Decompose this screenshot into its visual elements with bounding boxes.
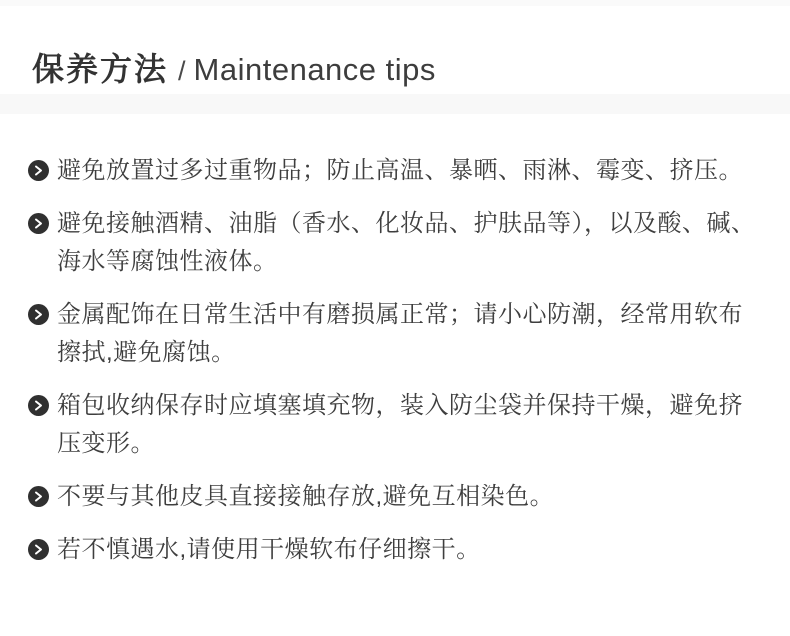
top-divider-strip bbox=[0, 0, 790, 6]
list-item bbox=[28, 296, 764, 372]
title-separator: / bbox=[178, 56, 186, 86]
chevron-right-icon bbox=[28, 160, 49, 181]
list-item bbox=[28, 531, 764, 569]
tip-text: 避免接触酒精、油脂（香水、化妆品、护肤品等），以及酸、碱、海水等腐蚀性液体。 bbox=[57, 210, 756, 275]
chevron-right-icon bbox=[28, 486, 49, 507]
chevron-right-icon bbox=[28, 304, 49, 325]
maintenance-tips-list bbox=[28, 152, 764, 584]
tip-text: 箱包收纳保存时应填塞填充物，装入防尘袋并保持干燥，避免挤压变形。 bbox=[57, 392, 743, 457]
tip-text: 金属配饰在日常生活中有磨损属正常；请小心防潮，经常用软布擦拭,避免腐蚀。 bbox=[57, 301, 743, 366]
header-divider-band bbox=[0, 94, 790, 114]
list-item bbox=[28, 478, 764, 516]
chevron-right-icon bbox=[28, 539, 49, 560]
section-title-en: Maintenance tips bbox=[193, 52, 436, 87]
tip-text: 若不慎遇水,请使用干燥软布仔细擦干。 bbox=[57, 536, 481, 563]
chevron-right-icon bbox=[28, 395, 49, 416]
section-title-zh: 保养方法 bbox=[32, 51, 169, 87]
tip-text: 避免放置过多过重物品；防止高温、暴晒、雨淋、霉变、挤压。 bbox=[57, 157, 743, 184]
chevron-right-icon bbox=[28, 213, 49, 234]
tip-text: 不要与其他皮具直接接触存放,避免互相染色。 bbox=[57, 483, 555, 510]
list-item bbox=[28, 205, 764, 281]
list-item bbox=[28, 387, 764, 463]
section-header bbox=[32, 44, 762, 90]
list-item bbox=[28, 152, 764, 190]
